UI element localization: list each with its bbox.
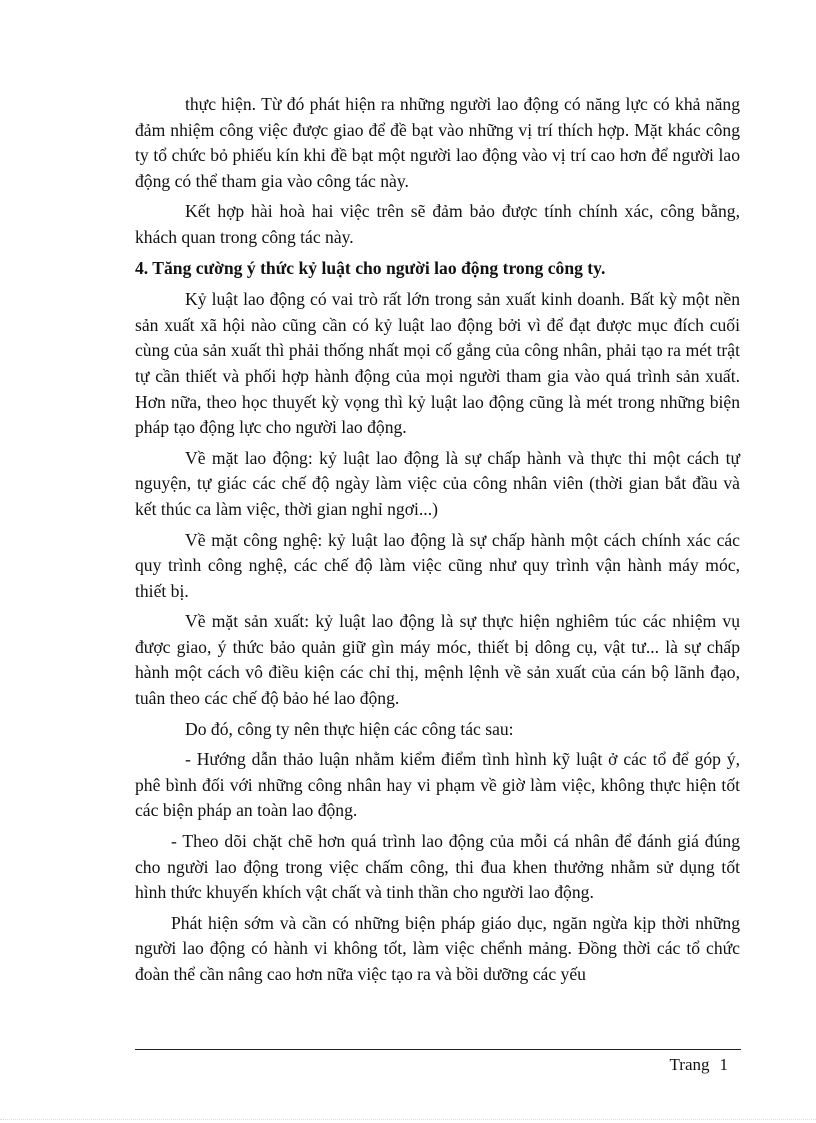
paragraph: Về mặt công nghệ: kỷ luật lao động là sự chấp hành một cách chính xác các quy trình công nghệ, các chế độ làm việc cũng như quy trình vận hành máy móc, thiết bị. bbox=[135, 529, 740, 601]
list-item: - Theo dõi chặt chẽ hơn quá trình lao động của mỗi cá nhân để đánh giá đúng cho người lao động trong việc chấm công, thi đua khen thưởng nhằm sử dụng tốt hình thức khuyến khích vật chất và tinh thần cho người lao động. bbox=[135, 831, 740, 903]
paragraph: Kết hợp hài hoà hai việc trên sẽ đảm bảo được tính chính xác, công bằng, khách quan trong công tác này. bbox=[135, 201, 740, 247]
section-heading: 4. Tăng cường ý thức kỷ luật cho người lao động trong công ty. bbox=[135, 257, 606, 278]
list-item: - Hướng dẫn thảo luận nhằm kiểm điểm tình hình kỹ luật ở các tổ để góp ý, phê bình đối với những công nhân hay vi phạm về giờ làm việc, không thực hiện tốt các biện pháp an toàn lao động. bbox=[135, 749, 740, 821]
page-number-value: 1 bbox=[719, 1055, 728, 1074]
page-bottom-edge bbox=[0, 1119, 816, 1120]
paragraph: Phát hiện sớm và cần có những biện pháp giáo dục, ngăn ngừa kịp thời những người lao động có hành vi không tốt, làm việc chểnh mảng. Đồng thời các tổ chức đoàn thể cần nâng cao hơn nữa việc tạo ra và bồi dưỡng các yếu bbox=[135, 912, 740, 984]
footer-divider bbox=[135, 1049, 741, 1050]
paragraph: Do đó, công ty nên thực hiện các công tác sau: bbox=[185, 718, 514, 739]
page-number bbox=[670, 1054, 729, 1076]
document-body bbox=[135, 92, 740, 993]
paragraph: thực hiện. Từ đó phát hiện ra những người lao động có năng lực có khả năng đảm nhiệm công việc được giao để đề bạt vào những vị trí thích hợp. Mặt khác công ty tổ chức bỏ phiếu kín khi đề bạt một người lao động vào vị trí cao hơn để người lao động có thể tham gia vào công tác này. bbox=[135, 94, 740, 191]
paragraph: Về mặt lao động: kỷ luật lao động là sự chấp hành và thực thi một cách tự nguyện, tự giác các chế độ ngày làm việc của công nhân viên (thời gian bắt đầu và kết thúc ca làm việc, thời gian nghỉ ngơi...) bbox=[135, 447, 740, 519]
paragraph: Về mặt sản xuất: kỷ luật lao động là sự thực hiện nghiêm túc các nhiệm vụ được giao, ý thức bảo quản giữ gìn máy móc, thiết bị dông cụ, vật tư... là sự chấp hành một cách vô điều kiện các chỉ thị, mệnh lệnh về sản xuất của cán bộ lãnh đạo, tuân theo các chế độ bảo hé lao động. bbox=[135, 611, 740, 709]
page-label: Trang bbox=[669, 1055, 710, 1074]
paragraph: Kỷ luật lao động có vai trò rất lớn trong sản xuất kinh doanh. Bất kỳ một nền sản xuất xã hội nào cũng cần có kỷ luật lao động bởi vì để đạt được mục đích cuối cùng của sản xuất thì phải thống nhất mọi cố gắng của công nhân, phải tạo ra mét trật tự cần thiết và phối hợp hành động của mọi người tham gia vào quá trình sản xuất. Hơn nữa, theo học thuyết kỳ vọng thì kỷ luật lao động cũng là mét trong những biện pháp tạo động lực cho người lao động. bbox=[135, 289, 740, 438]
